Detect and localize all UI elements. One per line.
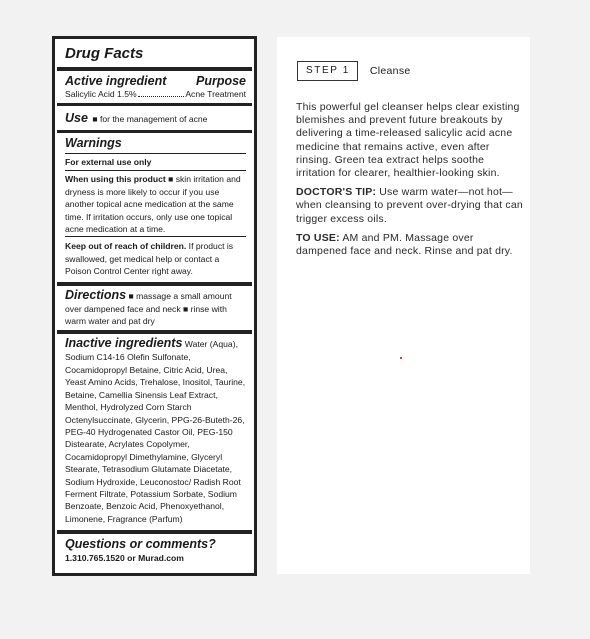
external-use-text: For external use only bbox=[65, 154, 246, 171]
to-use-text: AM and PM. Massage over dampened face and neck. Rinse and pat dry. bbox=[296, 231, 513, 258]
inactive-ingredients-section bbox=[57, 334, 252, 534]
keep-out-text bbox=[65, 237, 246, 277]
directions-heading: Directions bbox=[65, 287, 127, 302]
drug-facts-header bbox=[57, 45, 252, 71]
description-paragraph: This powerful gel cleanser helps clear existing blemishes and prevent future breakouts by delivering a time-released salicylic acid acne medicine that remains active, even after rinsing. Green tea extract helps soothe irritation for clearer, healthier-looking skin. bbox=[296, 101, 520, 180]
step-label: Cleanse bbox=[369, 65, 411, 77]
active-ingredient-section bbox=[57, 74, 252, 106]
step-body bbox=[296, 101, 526, 264]
red-dot-mark bbox=[400, 357, 402, 359]
inactive-ingredients-heading: Inactive ingredients bbox=[65, 336, 183, 351]
leader-dots bbox=[138, 89, 185, 97]
keep-out-body: If product is swallowed, get medical help or contact a Poison Control Center right away. bbox=[65, 241, 234, 277]
active-ingredient-purpose: Acne Treatment bbox=[185, 89, 246, 99]
step-badge: STEP 1 bbox=[297, 61, 358, 81]
when-using-label: When using this product bbox=[65, 174, 166, 185]
contact-info: 1.310.765.1520 or Murad.com bbox=[65, 553, 184, 564]
purpose-heading: Purpose bbox=[195, 74, 246, 88]
questions-heading: Questions or comments? bbox=[65, 537, 216, 552]
warnings-heading: Warnings bbox=[65, 136, 246, 154]
doctors-tip-text: Use warm water—not hot—when cleansing to prevent over-drying that can trigger excess oils. bbox=[296, 186, 523, 225]
doctors-tip bbox=[296, 186, 526, 226]
active-ingredient-name: Salicylic Acid 1.5% bbox=[65, 89, 137, 99]
use-text: ■ for the management of acne bbox=[92, 114, 208, 124]
when-using-text bbox=[65, 171, 246, 237]
directions-section bbox=[57, 286, 252, 335]
use-section bbox=[57, 106, 252, 133]
drug-facts-panel bbox=[52, 36, 257, 576]
step-panel bbox=[277, 37, 530, 574]
directions-text: ■ massage a small amount over dampened face and neck ■ rinse with warm water and pat dry bbox=[65, 290, 232, 327]
doctors-tip-label: DOCTOR'S TIP: bbox=[296, 186, 377, 199]
to-use-label: TO USE: bbox=[296, 231, 340, 244]
to-use bbox=[296, 232, 526, 258]
when-using-body: ■ skin irritation and dryness is more likely to occur if you use another topical acne medication at the same time. If irritation occurs, only use one topical acne medication at a time. bbox=[65, 174, 241, 235]
drug-facts-title: Drug Facts bbox=[65, 45, 144, 62]
active-ingredient-heading: Active ingredient bbox=[65, 74, 167, 88]
questions-section bbox=[65, 534, 246, 564]
inactive-ingredients-text: Water (Aqua), Sodium C14-16 Olefin Sulfonate, Cocamidopropyl Betaine, Citric Acid, Urea, Yeast Amino Acids, Trehalose, Inositol, Taurine, Betaine, Camellia Sinensis Leaf Extract, Menthol, Hydrolyzed Corn Starch Octenylsuccinate, Glycerin, PPG-26-Buteth-26, PEG-40 Hydrogenated Castor Oil, PEG-150 Distearate, Acrylates Copolymer, Cocamidopropyl Dimethylamine, Glyceryl Stearate, Tetrasodium Glutamate Diacetate, Sodium Hydroxide, Leuconostoc/ Radish Root Ferment Filtrate, Potassium Sorbate, Sodium Benzoate, Benzoic Acid, Phenoxyethanol, Limonene, Fragrance (Parfum) bbox=[65, 339, 246, 524]
warnings-section bbox=[57, 133, 252, 286]
keep-out-label: Keep out of reach of children. bbox=[65, 241, 187, 252]
use-heading: Use bbox=[65, 111, 88, 125]
step-header bbox=[297, 61, 411, 81]
